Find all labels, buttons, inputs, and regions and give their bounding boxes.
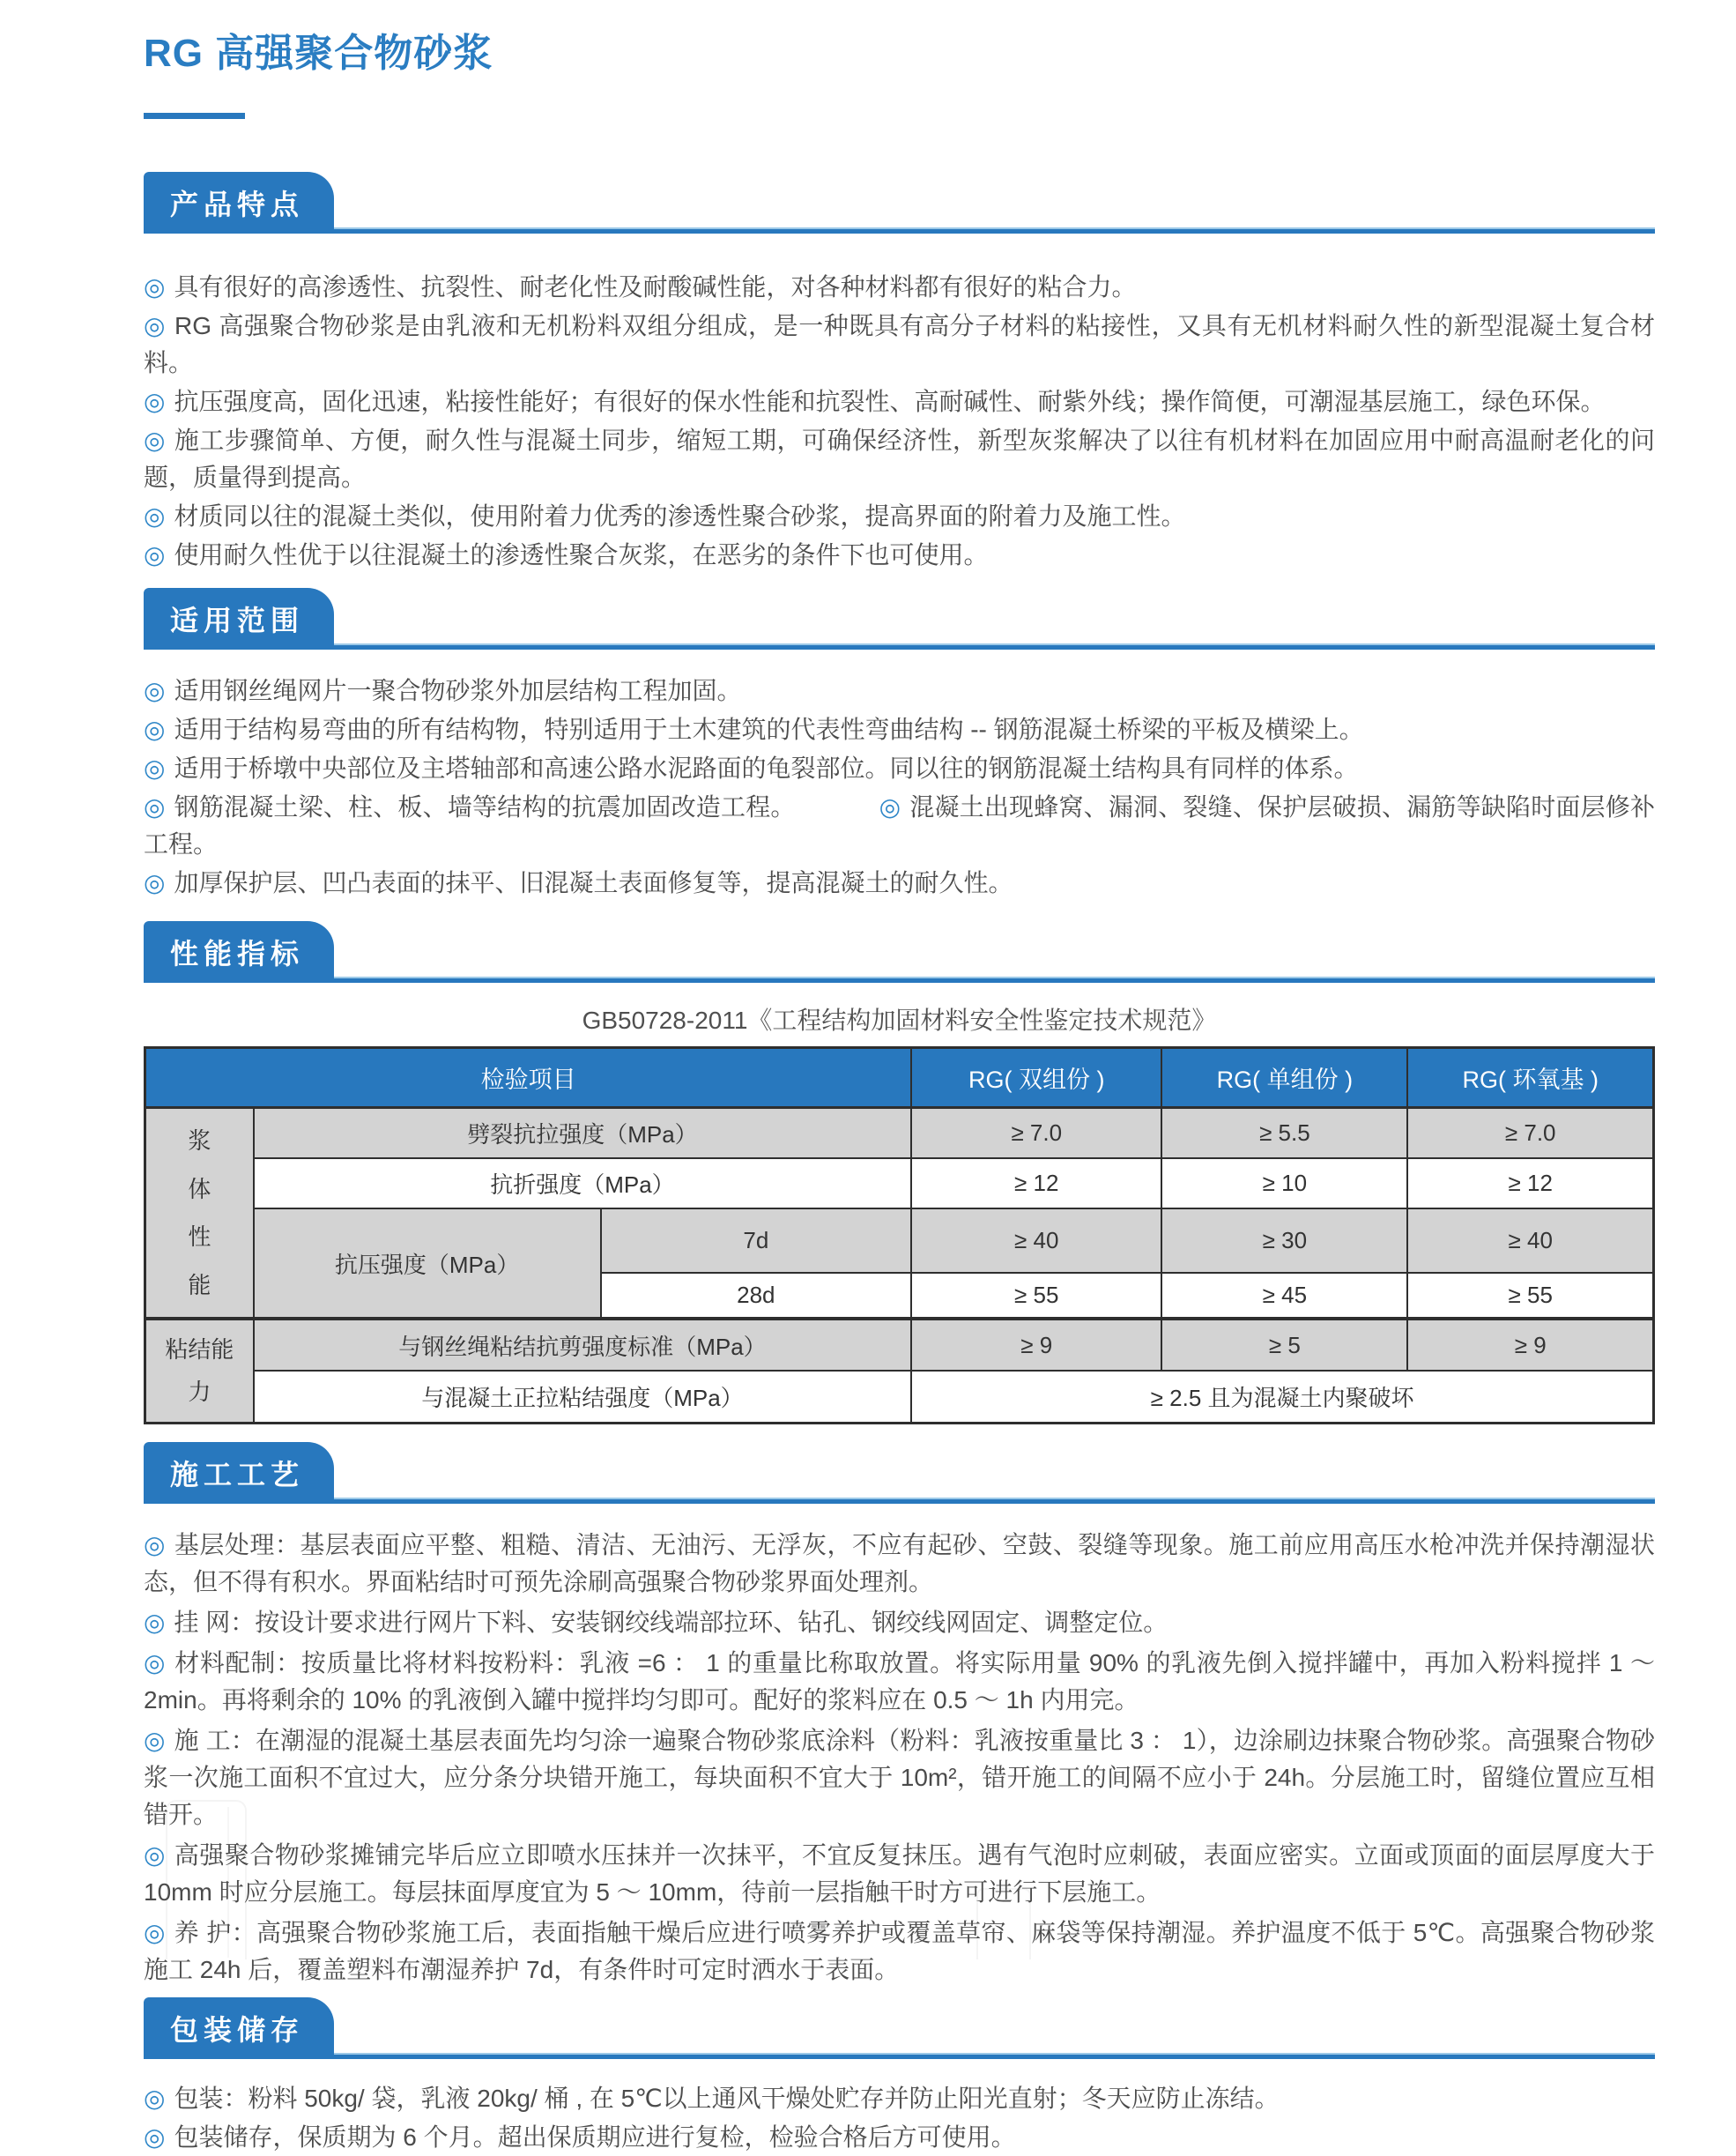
bullet-icon: ◎ — [144, 1648, 167, 1676]
table-row — [145, 1108, 1654, 1159]
table-row — [145, 1371, 1654, 1423]
header-cell-item: 检验项目 — [145, 1048, 912, 1108]
value-cell: ≥ 9 — [911, 1319, 1161, 1371]
list-item: ◎ 挂 网：按设计要求进行网片下料、安装钢绞线端部拉环、钻孔、钢绞线网固定、调整定位。 — [144, 1608, 1168, 1636]
header-cell-rge: RG( 环氧基 ) — [1407, 1048, 1653, 1108]
value-cell: ≥ 9 — [1407, 1319, 1653, 1371]
value-cell: ≥ 10 — [1161, 1158, 1407, 1208]
list-item: ◎ 具有很好的高渗透性、抗裂性、耐老化性及耐酸碱性能，对各种材料都有很好的粘合力。 — [144, 273, 1137, 301]
bullet-icon: ◎ — [144, 427, 166, 454]
row-label-compressive: 抗压强度（MPa） — [254, 1208, 601, 1319]
row-label: 抗折强度（MPa） — [254, 1158, 911, 1208]
value-cell: ≥ 30 — [1161, 1208, 1407, 1273]
value-cell: ≥ 40 — [1407, 1208, 1653, 1273]
list-item: ◎ 适用于桥墩中央部位及主塔轴部和高速公路水泥路面的龟裂部位。同以往的钢筋混凝土结构具有同样的体系。 — [144, 755, 1359, 782]
scope-list — [144, 673, 1655, 902]
section-heading-performance: 性能指标 — [144, 921, 334, 983]
list-item: ◎ 材料配制：按质量比将材料按粉料：乳液 =6 ： 1 的重量比称取放置。将实际用量 90% 的乳液先倒入搅拌罐中，再加入粉料搅拌 1 ～ 2min。再将剩余的 10% 的乳液倒入罐中搅拌均匀即可。配好的浆料应在 0.5 ～ 1h 内用完。 — [144, 1648, 1655, 1714]
row-label: 与混凝土正拉粘结强度（MPa） — [254, 1371, 911, 1423]
value-cell: ≥ 55 — [1407, 1273, 1653, 1319]
bullet-icon: ◎ — [144, 1726, 166, 1754]
section-rule — [144, 2053, 1655, 2059]
section-head-scope — [144, 588, 1655, 650]
table-caption: GB50728-2011《工程结构加固材料安全性鉴定技术规范》 — [582, 1007, 1217, 1034]
list-item: ◎ 包装储存，保质期为 6 个月。超出保质期应进行复检，检验合格后方可使用。 — [144, 2123, 1016, 2151]
bullet-icon: ◎ — [144, 502, 166, 530]
bullet-icon: ◎ — [879, 793, 901, 821]
header-cell-rg2: RG( 双组份 ) — [911, 1048, 1161, 1108]
value-cell: ≥ 55 — [911, 1273, 1161, 1319]
list-item: ◎ 施工步骤简单、方便，耐久性与混凝土同步，缩短工期，可确保经济性，新型灰浆解决了以往有机材料在加固应用中耐高温耐老化的问题，质量得到提高。 — [144, 427, 1655, 491]
value-cell: ≥ 40 — [911, 1208, 1161, 1273]
row-label: 劈裂抗拉强度（MPa） — [254, 1108, 911, 1159]
title-underline — [144, 113, 245, 119]
list-item: ◎ 适用于结构易弯曲的所有结构物，特别适用于土木建筑的代表性弯曲结构 -- 钢筋混凝土桥梁的平板及横梁上。 — [144, 716, 1364, 743]
list-item: ◎ 施 工：在潮湿的混凝土基层表面先均匀涂一遍聚合物砂浆底涂料（粉料：乳液按重量比 3 ： 1），边涂刷边抹聚合物砂浆。高强聚合物砂浆一次施工面积不宜过大，应分条分块错开施工，每块面积不宜大于 10m²，错开施工的间隔不应小于 24h。分层施工时，留缝位置应互相错开。 — [144, 1726, 1655, 1828]
section-rule — [144, 977, 1655, 983]
group-cell-bond: 粘结能力 — [145, 1319, 254, 1423]
section-head-performance — [144, 921, 1655, 983]
section-head-process — [144, 1442, 1655, 1504]
section-rule — [144, 227, 1655, 234]
list-item: ◎ 抗压强度高，固化迅速，粘接性能好；有很好的保水性能和抗裂性、高耐碱性、耐紫外线；操作简便，可潮湿基层施工，绿色环保。 — [144, 388, 1606, 415]
list-item: ◎ RG 高强聚合物砂浆是由乳液和无机粉料双组分组成，是一种既具有高分子材料的粘接性，又具有无机材料耐久性的新型混凝土复合材料。 — [144, 312, 1655, 376]
header-cell-rg1: RG( 单组份 ) — [1161, 1048, 1407, 1108]
list-item: ◎ 基层处理：基层表面应平整、粗糙、清洁、无油污、无浮灰，不应有起砂、空鼓、裂缝等现象。施工前应用高压水枪冲洗并保持潮湿状态，但不得有积水。界面粘结时可预先涂刷高强聚合物砂浆界面处理剂。 — [144, 1530, 1655, 1595]
list-item: ◎ 材质同以往的混凝土类似，使用附着力优秀的渗透性聚合砂浆，提高界面的附着力及施工性。 — [144, 502, 1186, 530]
value-cell: ≥ 12 — [911, 1158, 1161, 1208]
section-heading-process: 施工工艺 — [144, 1442, 334, 1504]
bullet-icon: ◎ — [144, 677, 166, 704]
value-cell: ≥ 45 — [1161, 1273, 1407, 1319]
section-heading-features: 产品特点 — [144, 172, 334, 234]
section-rule — [144, 643, 1655, 650]
table-row — [145, 1158, 1654, 1208]
bullet-icon: ◎ — [144, 1530, 166, 1558]
table-header-row — [145, 1048, 1654, 1108]
storage-list — [144, 2080, 1655, 2156]
section-rule — [144, 1498, 1655, 1504]
value-cell: ≥ 7.0 — [1407, 1108, 1653, 1159]
bullet-icon: ◎ — [144, 1608, 166, 1636]
section-head-features — [144, 172, 1655, 234]
section-heading-scope: 适用范围 — [144, 588, 334, 650]
bullet-icon: ◎ — [144, 541, 166, 569]
list-item: ◎ 养 护：高强聚合物砂浆施工后，表面指触干燥后应进行喷雾养护或覆盖草帘、麻袋等保持潮湿。养护温度不低于 5℃。高强聚合物砂浆施工 24h 后，覆盖塑料布潮湿养护 7d，有条件时可定时洒水于表面。 — [144, 1918, 1655, 1983]
bullet-icon: ◎ — [144, 869, 166, 896]
list-item: ◎ 包装：粉料 50kg/ 袋，乳液 20kg/ 桶 , 在 5℃以上通风干燥处贮存并防止阳光直射；冬天应防止冻结。 — [144, 2084, 1280, 2112]
row-label-7d: 7d — [601, 1208, 912, 1273]
list-item-dual: ◎ 钢筋混凝土梁、柱、板、墙等结构的抗震加固改造工程。 ◎ 混凝土出现蜂窝、漏洞、裂缝、保护层破损、漏筋等缺陷时面层修补工程。 — [144, 793, 1655, 858]
group-cell-slurry: 浆体性能 — [145, 1108, 254, 1320]
list-item: ◎ 高强聚合物砂浆摊铺完毕后应立即喷水压抹并一次抹平，不宜反复抹压。遇有气泡时应刺破，表面应密实。立面或顶面的面层厚度大于 10mm 时应分层施工。每层抹面厚度宜为 5 ～ 10mm，待前一层指触干时方可进行下层施工。 — [144, 1840, 1655, 1906]
section-head-storage — [144, 1997, 1655, 2059]
value-cell: ≥ 7.0 — [911, 1108, 1161, 1159]
row-label-28d: 28d — [601, 1273, 912, 1319]
bullet-icon: ◎ — [144, 2084, 166, 2112]
bullet-icon: ◎ — [144, 2123, 166, 2151]
process-list — [144, 1527, 1655, 1989]
section-heading-storage: 包装储存 — [144, 1997, 334, 2059]
list-item: ◎ 加厚保护层、凹凸表面的抹平、旧混凝土表面修复等，提高混凝土的耐久性。 — [144, 869, 1013, 896]
bullet-icon: ◎ — [144, 1918, 166, 1946]
list-item: ◎ 适用钢丝绳网片一聚合物砂浆外加层结构工程加固。 — [144, 677, 742, 704]
row-label: 与钢丝绳粘结抗剪强度标准（MPa） — [254, 1319, 911, 1371]
list-item: ◎ 使用耐久性优于以往混凝土的渗透性聚合灰浆，在恶劣的条件下也可使用。 — [144, 541, 989, 569]
value-cell: ≥ 5.5 — [1161, 1108, 1407, 1159]
bullet-icon: ◎ — [144, 716, 166, 743]
bullet-icon: ◎ — [144, 793, 166, 821]
value-cell: ≥ 12 — [1407, 1158, 1653, 1208]
bullet-icon: ◎ — [144, 1840, 166, 1869]
bullet-icon: ◎ — [144, 312, 167, 339]
value-cell-merged: ≥ 2.5 且为混凝土内聚破坏 — [911, 1371, 1653, 1423]
table-row — [145, 1208, 1654, 1273]
value-cell: ≥ 5 — [1161, 1319, 1407, 1371]
bullet-icon: ◎ — [144, 388, 166, 415]
table-row — [145, 1319, 1654, 1371]
features-list — [144, 269, 1655, 574]
page-title: RG 高强聚合物砂浆 — [144, 32, 493, 75]
performance-table — [144, 1046, 1655, 1424]
bullet-icon: ◎ — [144, 755, 166, 782]
bullet-icon: ◎ — [144, 273, 166, 301]
